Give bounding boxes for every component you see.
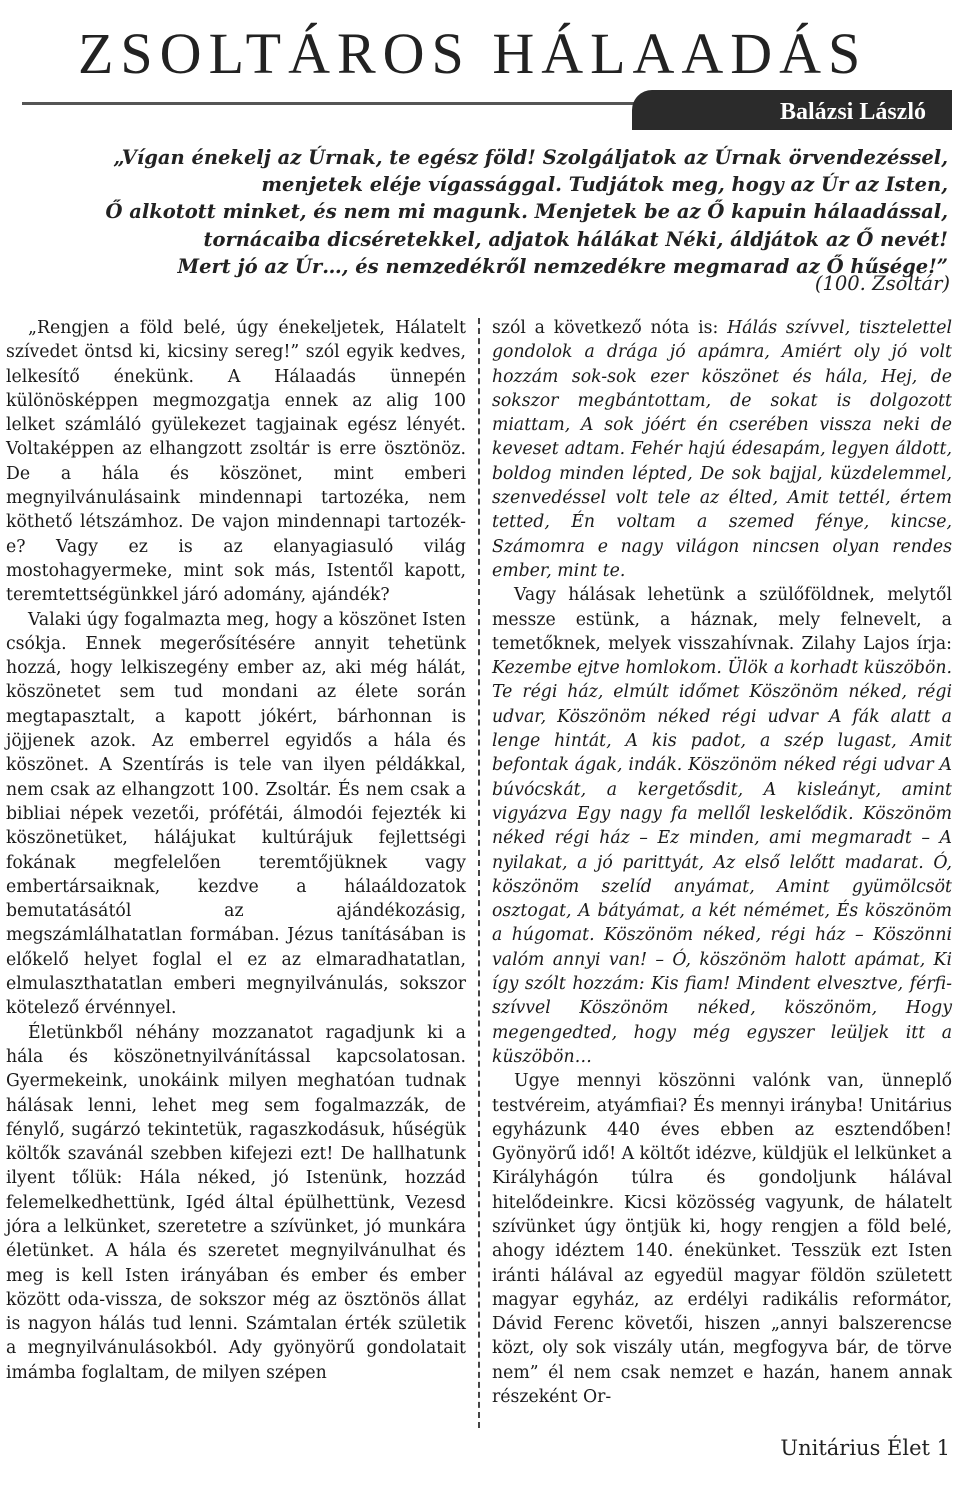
paragraph: Ugye mennyi köszönni valónk van, ünneplő testvéreim, atyámfiai? És mennyi irányba! Unitárius egyházunk 440 éves ebben az esztendőben! Gyönyörű idő! A költőt idézve, küldjük el lelkünket a Királyhágón túlra és gondoljunk hálával hitelődeinkre. Kicsi közösség vagyunk, de hálatelt szívünket úgy öntjük ki, hogy rengjen a föld belé, ahogy idéztem 140. énekünket. Tesszük ezt Isten iránti hálával az egyedül magyar földön született magyar egyház, az erdélyi radikális reformátor, Dávid Ferenc követői, hiszen „annyi balszerencse közt, oly sok viszály után, megfogyva bár, de törve nem” él nem csak nemzet e hazán, hanem annak részeként Or- [492,1071,952,1408]
paragraph: Valaki úgy fogalmazta meg, hogy a köszönet Isten csókja. Ennek megerősítésére annyit tehetünk hozzá, hogy lelkiszegény ember az, aki még hálát, köszönetet sem tud mondani az élete során megtapasztalt, a kapott jókért, bárhonnan is jöjjenek azok. Az emberrel egyidős a hála és köszönet. A Szentírás is tele van ilyen példákkal, nem csak az elhangzott 100. Zsoltár. És nem csak a bibliai népek vezetői, prófétái, álmodói fejezték ki köszönetüket, hálájukat kultúrájuk fejlettségi fokának megfelelően teremtőjüknek vagy embertársaiknak, kezdve a hálaáldozatok bemutatásától az ajándékozásig, megszámlálhatatlan formában. Jézus tanításában is előkelő helyet foglal el ez az elmaradhatatlan, elmulaszthatatlan emberi megnyilvánulás, sokszor kötelező érvénnyel. [6,609,466,1019]
song-quote: Hálás szívvel, tisztelettel gondolok a drága jó apámra, Amiért oly jó volt hozzám sok-sok ezer köszönet és hála, Hej, de sokszor megbántottam, de sokat is dolgozott miattam, A sok jóért én cserében vissza neki de keveset adtam. Fehér hajú édesapám, legyen áldott, boldog minden lépted, De sok bajjal, küzdelemmel, szenvedéssel volt tele az élted, Amit tettél, értem tetted, Én voltam a szemed fénye, kincse, Számomra e nagy világon nincsen olyan rendes ember, mint te. [492,318,952,581]
footer-publication: Unitárius Élet 1 [780,1436,950,1460]
paragraph-text: Vagy hálásak lehetünk a szülőföldnek, melytől messze estünk, a háznak, mely felnevelt, a temetőknek, melyek visszahívnak. Zilahy Lajos írja: [492,585,952,654]
paragraph [492,316,952,583]
title-band [0,0,960,128]
author-badge: Balázsi László [632,90,952,130]
psalm-quote-line: Ő alkotott minket, és nem mi magunk. Menjetek be az Ő kapuin hálaadással, [105,200,948,224]
title-underline [22,102,662,105]
left-column [6,316,466,1385]
psalm-quote-line: „Vígan énekelj az Úrnak, te egész föld! Szolgáljatok az Úrnak örvendezéssel, [113,146,948,169]
column-divider [478,318,480,1428]
psalm-quote-line: tornácaiba dicséretekkel, adjatok hálákat Néki, áldjátok az Ő nevét! [203,227,948,251]
paragraph-text: szól a következő nóta is: [492,318,728,338]
right-column [492,316,952,1409]
paragraph [492,583,952,1069]
paragraph: „Rengjen a föld belé, úgy énekeljetek, Hálatelt szívedet öntsd ki, kicsiny sereg!” szól egyik kedves, lelkesítő énekünk. A Hálaadás ünnepén különösképpen megmozgatja ennek az alig 100 lelket számláló gyülekezet tagjainak egész lényét. Voltaképpen az elhangzott zsoltár is erre ösztönöz. De a hála és köszönet, mint emberi megnyilvánulásaink mindennapi tartozéka, nem köthető létszámhoz. De vajon mindennapi tartozék-e? Vagy ez is az elanyagiasuló világ mostohagyermeke, mint sok más, Istentől kapott, teremtettségünkkel járó adomány, ajándék? [6,318,466,606]
article-title: ZSOLTÁROS HÁLAADÁS [78,21,868,86]
poem-quote: Kezembe ejtve homlokom. Ülök a korhadt küszöbön. Te régi ház, elmúlt időmet Köszönöm néked, régi udvar, Köszönöm néked régi udvar A fák alatt a lenge hintát, A kis padot, a szép lugast, Amit befontak ágak, indák. Köszönöm néked régi udvar A búvócskát, a kergetősdit, A kisleányt, amint vigyázva Egy nagy fa mellől leskelődik. Köszönöm néked régi ház – Ez minden, ami megmaradt – A nyilakat, a jó parittyát, Az első lelőtt madarat. Ó, köszönöm szelíd anyámat, Amint gyümölcsöt osztogat, A bátyámat, a két némémet, És köszönöm a húgomat. Köszönöm néked, régi ház – Köszönni valóm annyi van! – Ó, köszönöm halott apámat, Ki így szólt hozzám: Kis fiam! Mindent elvesztve, férfi-szívvel Köszönöm néked, köszönöm, Hogy megengedted, hogy még egyszer leüljek itt a küszöbön… [492,658,952,1067]
psalm-quote-line: menjetek eléje vígassággal. Tudjátok meg, hogy az Úr az Isten, [261,173,948,197]
psalm-quote-line: Mert jó az Úr…, és nemzedékről nemzedékre megmarad az Ő hűsége!” [177,254,948,278]
psalm-quote [60,144,948,280]
paragraph: Életünkből néhány mozzanatot ragadjunk ki a hála és köszönetnyilvánítással kapcsolatosan. Gyermekeink, unokáink milyen meghatóan tudnak hálásak lenni, lehet meg sem fogalmazzák, de fénylő, sugárzó tekintetük, ragaszkodásuk, hűségük költők szavánál szebben kifejezi ezt! De hallhatunk ilyent tőlük: Hála néked, jó Istenünk, hozzád felemelkedhettünk, Igéd által épülhettünk, Vezesd jóra a lelkünket, szeretetre a szívünket, jó munkára életünket. A hála és szeretet megnyilvánulhat és meg is kell Isten irányában és ember és ember között oda-vissza, de sokszor még az ösztönös állat is nagyon hálás tud lenni. Számtalan érték születik a megnyilvánulásokból. Ady gyönyörű gondolatait imámba foglaltam, de milyen szépen [6,1022,466,1383]
psalm-source: (100. Zsoltár) [814,272,950,295]
